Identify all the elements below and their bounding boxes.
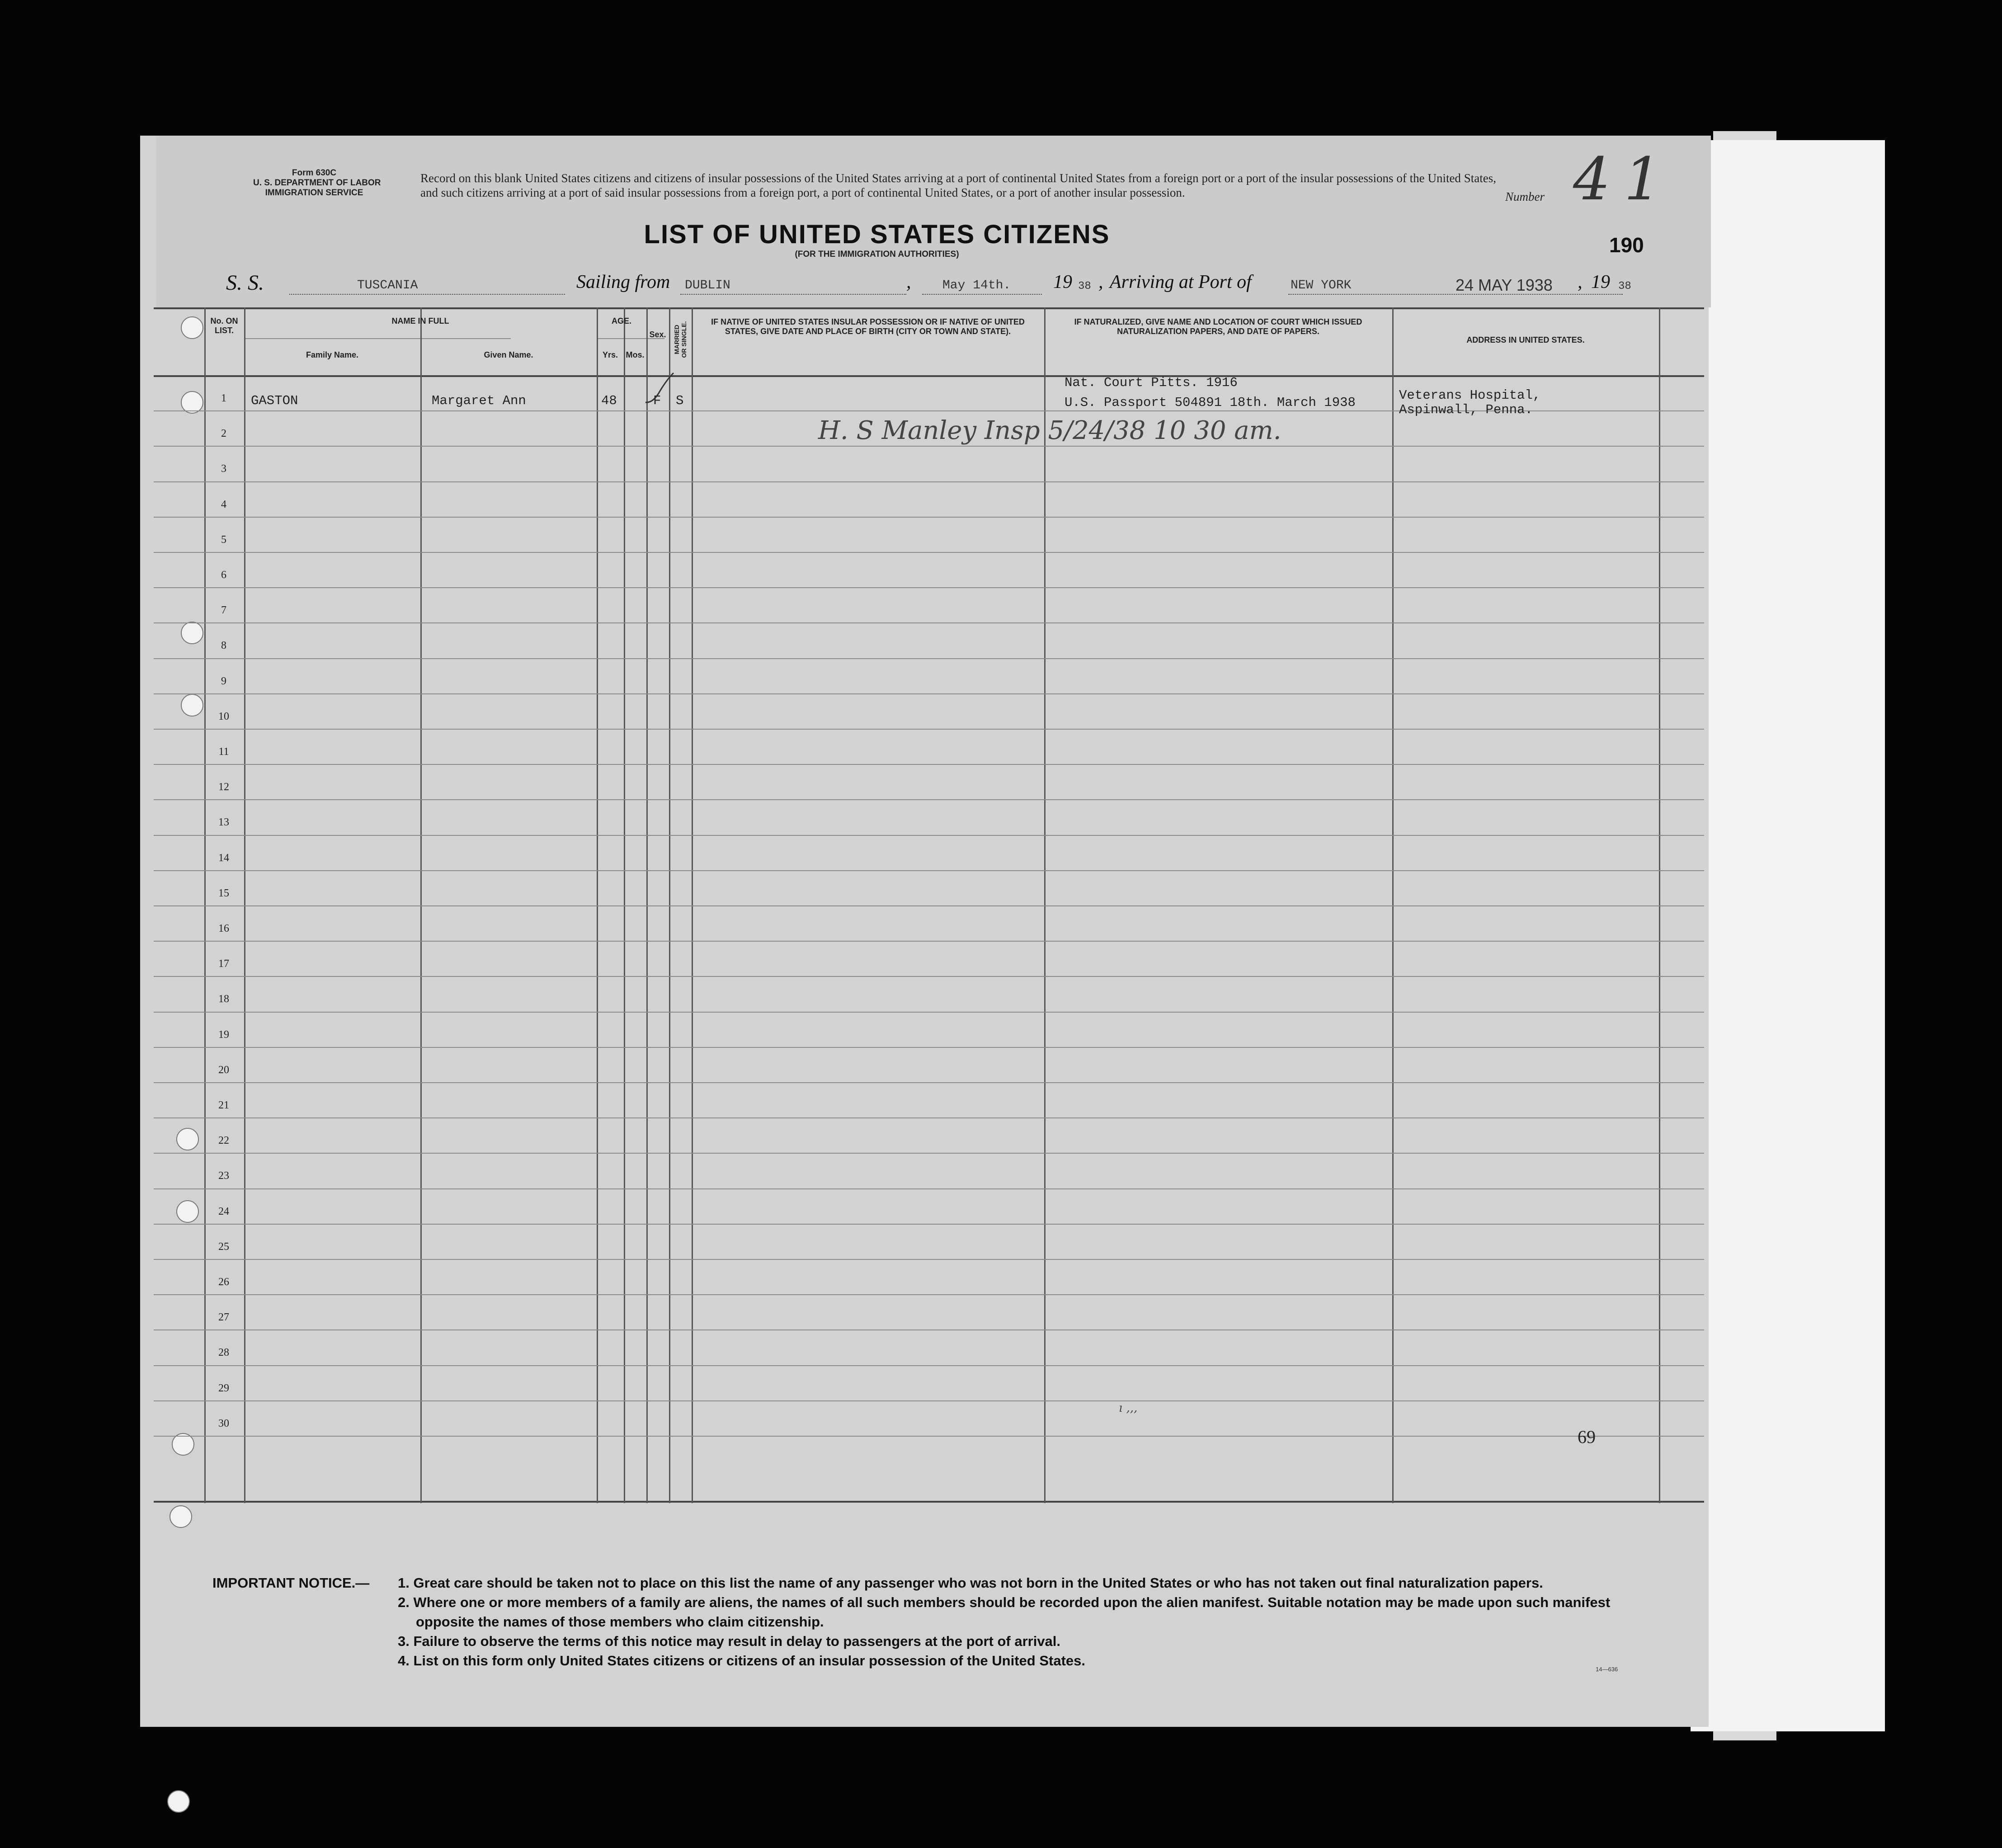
row-rule xyxy=(154,729,1704,730)
department: U. S. DEPARTMENT OF LABOR xyxy=(253,178,381,188)
row-rule xyxy=(154,552,1704,553)
ship-name: TUSCANIA xyxy=(357,278,418,292)
row-number: 29 xyxy=(218,1382,229,1394)
row-rule xyxy=(154,658,1704,659)
inspector-signature: H. S Manley Insp 5/24/38 10 30 am. xyxy=(818,416,1281,445)
row-number: 6 xyxy=(221,569,226,581)
row-rule xyxy=(154,1082,1704,1083)
row-number: 22 xyxy=(218,1135,229,1146)
notice-item: 2. Where one or more members of a family are aliens, the names of all such members should be recorded upon the alien manifest. Suitable notation may be made upon such manifest opposite the names of those members who claim citizenship. xyxy=(398,1594,1611,1630)
row-rule xyxy=(154,941,1704,942)
comma-separator: , xyxy=(1098,272,1103,292)
header-name-in-full: NAME IN FULL xyxy=(391,316,449,325)
comma-separator: , xyxy=(906,272,911,292)
passport-info: U.S. Passport 504891 18th. March 1938 xyxy=(1065,395,1356,410)
row-number: 1 xyxy=(221,392,226,404)
row-number: 16 xyxy=(218,923,229,934)
sex: F xyxy=(653,393,661,408)
table-rule xyxy=(154,375,1704,377)
sailing-label: Sailing from xyxy=(576,272,670,292)
number-label: Number xyxy=(1505,190,1545,203)
row-number: 25 xyxy=(218,1241,229,1253)
notice-item: 4. List on this form only United States citizens or citizens of an insular possession of the United States. xyxy=(398,1653,1085,1669)
row-number: 3 xyxy=(221,463,226,475)
row-rule xyxy=(154,1047,1704,1048)
back-sheet xyxy=(1691,140,1885,1731)
row-number: 28 xyxy=(218,1347,229,1358)
row-rule xyxy=(154,1329,1704,1330)
row-number: 21 xyxy=(218,1099,229,1111)
year-prefix: 19 xyxy=(1053,272,1072,292)
row-number: 5 xyxy=(221,534,226,546)
row-number: 12 xyxy=(218,781,229,793)
form-instructions: Record on this blank United States citizens and citizens of insular possessions of the United States arriving at a port of continental United States from a foreign port or a port of the insular possessions of the United States, and such citizens arriving at a port of said insular possessions from a foreign port, a port of continental United States, or a port of another insular possession. xyxy=(420,171,1496,199)
header-married: MARRIED OR SINGLE. xyxy=(673,321,688,358)
row-rule xyxy=(154,870,1704,871)
row-rule xyxy=(154,1259,1704,1260)
arrival-port: NEW YORK xyxy=(1291,278,1352,292)
number-value: 41 xyxy=(1573,145,1675,213)
handwritten-mark: ı ,,, xyxy=(1119,1401,1138,1415)
table-rule xyxy=(244,338,511,339)
header-given-name: Given Name. xyxy=(484,350,533,359)
arriving-label: Arriving at Port of xyxy=(1110,272,1252,292)
comma-separator: , xyxy=(1578,272,1583,292)
departure-date: May 14th. xyxy=(942,278,1011,292)
row-rule xyxy=(154,517,1704,518)
row-number: 24 xyxy=(218,1206,229,1217)
sailing-underline xyxy=(680,294,906,295)
row-rule xyxy=(154,693,1704,694)
ship-underline xyxy=(289,294,565,295)
header-mos: Mos. xyxy=(626,350,645,359)
arrival-year: 38 xyxy=(1618,280,1631,292)
address-line-1: Veterans Hospital, xyxy=(1399,388,1541,403)
row-rule xyxy=(154,1153,1704,1154)
row-rule xyxy=(154,1012,1704,1013)
page-title: LIST OF UNITED STATES CITIZENS xyxy=(644,220,1110,249)
row-number: 18 xyxy=(218,993,229,1005)
row-rule xyxy=(154,446,1704,447)
sailing-from: DUBLIN xyxy=(685,278,730,292)
check-mark xyxy=(642,371,678,407)
row-rule xyxy=(154,835,1704,836)
table-rule xyxy=(154,1501,1704,1503)
row-rule xyxy=(154,1224,1704,1225)
given-name: Margaret Ann xyxy=(432,393,526,408)
header-age: AGE. xyxy=(611,316,631,325)
row-rule xyxy=(154,1400,1704,1401)
row-number: 11 xyxy=(218,746,229,758)
table-rule xyxy=(154,307,1704,309)
row-rule xyxy=(154,587,1704,588)
form-identifier xyxy=(253,168,381,198)
header-naturalized: IF NATURALIZED, GIVE NAME AND LOCATION OF COURT WHICH ISSUED NATURALIZATION PAPERS, AND DATE OF PAPERS. xyxy=(1074,317,1362,336)
header-family-name: Family Name. xyxy=(306,350,359,359)
row-number: 10 xyxy=(218,711,229,722)
row-number: 27 xyxy=(218,1311,229,1323)
row-rule xyxy=(154,481,1704,482)
row-number: 2 xyxy=(221,428,226,439)
date-underline xyxy=(922,294,1042,295)
year-prefix: 19 xyxy=(1591,272,1610,292)
passenger-table xyxy=(154,307,1704,1503)
header-no: No. ON LIST. xyxy=(210,316,238,335)
row-rule xyxy=(154,799,1704,800)
row-number: 17 xyxy=(218,958,229,970)
row-number: 19 xyxy=(218,1029,229,1041)
page-number: 190 xyxy=(1609,233,1644,257)
ss-label: S. S. xyxy=(226,271,264,295)
age-years: 48 xyxy=(601,393,617,408)
row-rule xyxy=(154,1188,1704,1189)
row-number: 13 xyxy=(218,816,229,828)
notice-item: 1. Great care should be taken not to place on this list the name of any passenger who was not born in the United States or who has not taken out final naturalization papers. xyxy=(398,1575,1543,1591)
row-number: 8 xyxy=(221,640,226,651)
row-number: 26 xyxy=(218,1276,229,1288)
header-native: IF NATIVE OF UNITED STATES INSULAR POSSESSION OR IF NATIVE OF UNITED STATES, GIVE DATE AND PLACE OF BIRTH (CITY OR TOWN AND STATE). xyxy=(711,317,1025,336)
notice-lead: IMPORTANT NOTICE.— xyxy=(212,1575,370,1591)
row-number: 9 xyxy=(221,675,226,687)
row-rule xyxy=(154,1365,1704,1366)
punch-hole xyxy=(167,1790,190,1813)
row-number: 15 xyxy=(218,887,229,899)
row-number: 23 xyxy=(218,1170,229,1182)
row-number: 20 xyxy=(218,1064,229,1076)
row-rule xyxy=(154,976,1704,977)
header-sex: Sex. xyxy=(649,330,666,339)
header-yrs: Yrs. xyxy=(602,350,618,359)
punch-hole xyxy=(170,1505,192,1528)
form-number: Form 630C xyxy=(292,168,337,178)
row-rule xyxy=(154,905,1704,906)
naturalization-court: Nat. Court Pitts. 1916 xyxy=(1065,375,1238,390)
row-number: 4 xyxy=(221,499,226,510)
address-line-2: Aspinwall, Penna. xyxy=(1399,402,1533,417)
service: IMMIGRATION SERVICE xyxy=(265,188,363,198)
family-name: GASTON xyxy=(251,393,298,408)
row-number: 7 xyxy=(221,604,226,616)
row-rule xyxy=(154,1294,1704,1295)
notice-item: 3. Failure to observe the terms of this notice may result in delay to passengers at the port of arrival. xyxy=(398,1633,1061,1649)
row-rule xyxy=(154,764,1704,765)
row-rule xyxy=(154,1436,1704,1437)
marital-status: S xyxy=(676,393,684,408)
arrival-date-stamp: 24 MAY 1938 xyxy=(1456,276,1553,294)
voyage-line xyxy=(0,267,1718,303)
notice-items xyxy=(398,1573,1663,1670)
row-number: 14 xyxy=(218,852,229,864)
row-rule xyxy=(154,622,1704,623)
footer-code: 14—636 xyxy=(1596,1666,1618,1673)
page-subtitle: (FOR THE IMMIGRATION AUTHORITIES) xyxy=(795,250,959,259)
header-address: ADDRESS IN UNITED STATES. xyxy=(1466,335,1585,344)
tally-number: 69 xyxy=(1578,1427,1596,1447)
departure-year: 38 xyxy=(1078,280,1091,292)
row-rule xyxy=(154,1117,1704,1118)
row-number: 30 xyxy=(218,1418,229,1429)
